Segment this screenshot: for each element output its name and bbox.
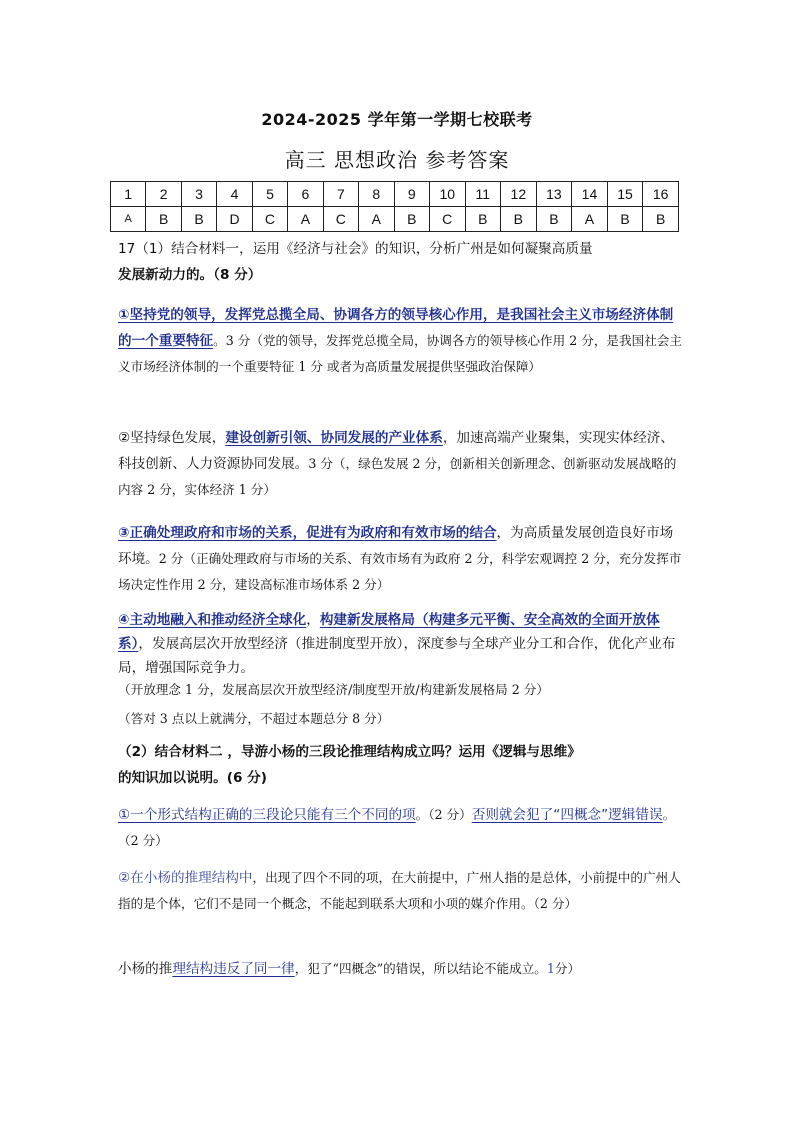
answer-cell: B [146,207,181,232]
key-point: 构建新发展格局（构建多元平衡、安全高效的全面开放体系） [118,612,660,652]
q17-part1-point2 [118,425,683,503]
answer-cell: B [394,207,429,232]
key-point: 理结构违反了同一律 [172,961,295,977]
key-point: ①坚持党的领导，发挥党总揽全局、协调各方的领导核心作用，是我国社会主义市场经济体制的一个重要特征 [118,307,674,349]
question-number: 4 [217,182,252,207]
scoring-note: 2 分（正确处理政府与市场的关系、有效市场有为政府 2 分，科学宏观调控 2 分，充分发挥市场决定性作用 2 分，建设高标准市场体系 2 分） [118,551,682,592]
question-number-row [111,182,679,207]
question-number: 7 [323,182,358,207]
key-point: ④主动地融入和推动经济全球化 [118,612,307,628]
q17-part1-point4 [118,608,683,680]
answer-cell: D [217,207,252,232]
answer-cell: A [288,207,323,232]
q17-part1-point1 [118,302,683,380]
answer-text: ，犯了“四概念”的错误，所以结论不能成立。 [294,961,547,976]
answer-text: ，为高质量发展创造良好市场环境。 [118,525,674,567]
answer-cell: A [111,207,146,232]
question-number: 15 [607,182,643,207]
answer-text: ，加速高端产业聚集，实现实体经济、科技创新、人力资源协同发展。 [118,430,674,472]
question-number: 1 [111,182,146,207]
q17-part2-point3 [118,956,683,982]
question-number: 16 [643,182,679,207]
answer-subtitle: 高三 思想政治 参考答案 [284,148,510,172]
question-line: 的知识加以说明。(6 分) [118,770,267,786]
question-line: （2）结合材料二 ，导游小杨的三段论推理结构成立吗？运用《逻辑与思维》 [118,744,581,760]
answer-cell: B [181,207,216,232]
q17-part1-point4-note: （开放理念 1 分，发展高层次开放型经济/制度型开放/构建新发展格局 2 分） [118,682,549,697]
scoring-note: 。（2 分） [118,807,676,848]
q17-part2-point2 [118,865,683,917]
answer-row [111,207,679,232]
q17-part2-question [118,739,683,791]
answer-cell: B [643,207,679,232]
answer-cell: C [323,207,358,232]
key-point: 建设创新引领、协同发展的产业体系 [225,430,443,446]
score-number: 1 [546,961,555,976]
answer-text: ②在小杨的推理结构中 [118,870,253,886]
q17-part1-full-score-note: （答对 3 点以上就满分，不超过本题总分 8 分） [118,711,390,726]
key-point: ①一个形式结构正确的三段论只能有三个不同的项 [118,807,416,823]
question-number: 14 [572,182,608,207]
question-number: 12 [501,182,537,207]
answer-text: ，发展高层次开放型经济（推进制度型开放），深度参与全球产业分工和合作，优化产业布局，增强国际竞争力。 [118,636,676,676]
answer-text: 小杨的推 [118,961,173,977]
answer-cell: A [359,207,394,232]
question-number: 6 [288,182,323,207]
question-line: 17（1）结合材料一，运用《经济与社会》的知识，分析广州是如何凝聚高质量 [118,241,593,257]
q17-part1-question [118,236,683,288]
question-number: 2 [146,182,181,207]
answer-cell: B [465,207,501,232]
question-number: 3 [181,182,216,207]
answer-cell: B [536,207,572,232]
question-number: 11 [465,182,501,207]
answer-cell: C [429,207,465,232]
multiple-choice-answer-table [110,181,679,232]
q17-part1-point3 [118,520,683,598]
question-number: 5 [252,182,287,207]
answer-cell: C [252,207,287,232]
question-number: 9 [394,182,429,207]
exam-title: 2024-2025 学年第一学期七校联考 [261,110,533,129]
question-number: 8 [359,182,394,207]
answer-cell: B [607,207,643,232]
question-line: 发展新动力的。（8 分） [118,267,262,283]
question-number: 13 [536,182,572,207]
scoring-note: 。（2 分） [415,807,472,822]
question-number: 10 [429,182,465,207]
key-point: ③正确处理政府和市场的关系，促进有为政府和有效市场的结合 [118,525,497,541]
answer-cell: A [572,207,608,232]
answer-text: 分） [554,961,581,976]
answer-text: ，出现了四个不同的项，在大前提中，广州人指的是总体，小前提中的广州人指的是个体，它们不是同一个概念，不能起到联系大项和小项的媒介作用。（2 分） [118,870,681,911]
answer-text: ②坚持绿色发展， [118,430,226,446]
key-point: 否则就会犯了“四概念”逻辑错误 [471,807,663,823]
answer-text: ， [306,612,320,628]
scoring-note: 3 分（，绿色发展 2 分，创新相关创新理念、创新驱动发展战略的内容 2 分，实体经济 1 分） [118,456,677,497]
q17-part2-point1 [118,802,683,854]
answer-cell: B [501,207,537,232]
scoring-note: 。3 分（党的领导，发挥党总揽全局，协调各方的领导核心作用 2 分，是我国社会主义市场经济体制的一个重要特征 1 分 或者为高质量发展提供坚强政治保障） [118,333,682,374]
